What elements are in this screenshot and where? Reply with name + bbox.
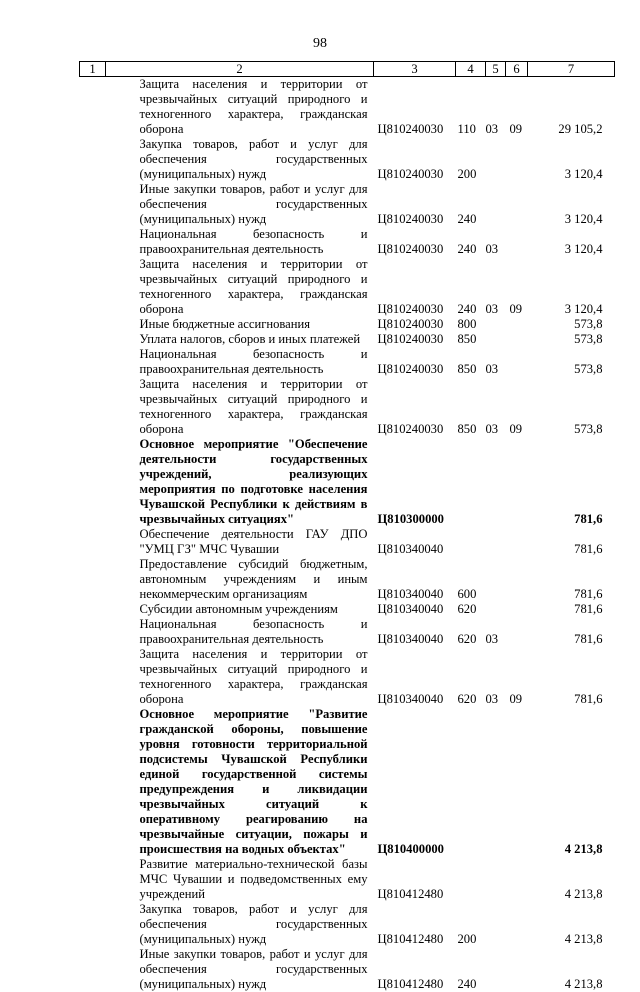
target-code-cell: Ц810240030 [374,257,456,317]
row-number-cell [80,332,106,347]
row-number-cell [80,857,106,902]
table-row [80,137,615,182]
section-cell: 03 [486,647,506,707]
page-number: 98 [0,36,640,52]
expense-type-cell: 850 [456,332,486,347]
item-name-cell: Защита населения и территории от чрезвычайных ситуаций природного и техногенного характера, гражданская оборона [106,77,374,138]
expense-type-cell: 110 [456,77,486,138]
item-name-cell: Закупка товаров, работ и услуг для обеспечения государственных (муниципальных) нужд [106,137,374,182]
subsection-cell [506,947,528,992]
table-row [80,557,615,602]
column-number: 6 [506,62,528,77]
table-row [80,77,615,138]
subsection-cell [506,347,528,377]
item-name-cell: Развитие материально-технической базы МЧС Чувашии и подведомственных ему учреждений [106,857,374,902]
section-cell [486,902,506,947]
expense-type-cell: 600 [456,557,486,602]
section-cell [486,707,506,857]
target-code-cell: Ц810240030 [374,317,456,332]
amount-cell: 4 213,8 [528,857,615,902]
section-cell: 03 [486,227,506,257]
section-cell [486,332,506,347]
target-code-cell: Ц810240030 [374,227,456,257]
budget-table [79,61,615,992]
subsection-cell: 09 [506,377,528,437]
subsection-cell [506,617,528,647]
amount-cell: 781,6 [528,557,615,602]
expense-type-cell: 850 [456,377,486,437]
item-name-cell: Обеспечение деятельности ГАУ ДПО "УМЦ ГЗ" МЧС Чувашии [106,527,374,557]
subsection-cell [506,227,528,257]
subsection-cell [506,902,528,947]
item-name-cell: Иные закупки товаров, работ и услуг для обеспечения государственных (муниципальных) нужд [106,947,374,992]
item-name-cell: Уплата налогов, сборов и иных платежей [106,332,374,347]
section-cell [486,602,506,617]
column-number: 5 [486,62,506,77]
subsection-cell [506,437,528,527]
item-name-cell: Защита населения и территории от чрезвычайных ситуаций природного и техногенного характера, гражданская оборона [106,647,374,707]
row-number-cell [80,437,106,527]
target-code-cell: Ц810412480 [374,902,456,947]
column-number: 7 [528,62,615,77]
item-name-cell: Национальная безопасность и правоохранительная деятельность [106,617,374,647]
row-number-cell [80,902,106,947]
table-row [80,317,615,332]
subsection-cell: 09 [506,257,528,317]
row-number-cell [80,377,106,437]
expense-type-cell: 800 [456,317,486,332]
amount-cell: 781,6 [528,437,615,527]
expense-type-cell: 620 [456,617,486,647]
target-code-cell: Ц810340040 [374,557,456,602]
expense-type-cell: 200 [456,902,486,947]
section-cell: 03 [486,257,506,317]
item-name-cell: Защита населения и территории от чрезвычайных ситуаций природного и техногенного характера, гражданская оборона [106,377,374,437]
amount-cell: 4 213,8 [528,707,615,857]
expense-type-cell: 240 [456,227,486,257]
item-name-cell: Основное мероприятие "Развитие гражданской обороны, повышение уровня готовности территориальной подсистемы Чувашской Республики единой государственной системы предупреждения и ликвидации чрезвычайных ситуаций к оперативному реагированию на чрезвычайные ситуации, пожары и происшествия на водных объектах" [106,707,374,857]
subsection-cell [506,857,528,902]
section-cell [486,437,506,527]
section-cell: 03 [486,377,506,437]
target-code-cell: Ц810340040 [374,527,456,557]
row-number-cell [80,527,106,557]
row-number-cell [80,317,106,332]
target-code-cell: Ц810240030 [374,377,456,437]
row-number-cell [80,137,106,182]
item-name-cell: Защита населения и территории от чрезвычайных ситуаций природного и техногенного характера, гражданская оборона [106,257,374,317]
target-code-cell: Ц810240030 [374,137,456,182]
target-code-cell: Ц810412480 [374,947,456,992]
amount-cell: 4 213,8 [528,947,615,992]
table-row [80,257,615,317]
expense-type-cell [456,437,486,527]
target-code-cell: Ц810412480 [374,857,456,902]
expense-type-cell: 620 [456,602,486,617]
expense-type-cell [456,707,486,857]
section-cell [486,317,506,332]
table-row [80,902,615,947]
amount-cell: 781,6 [528,527,615,557]
item-name-cell: Иные бюджетные ассигнования [106,317,374,332]
item-name-cell: Национальная безопасность и правоохранительная деятельность [106,227,374,257]
column-number: 3 [374,62,456,77]
expense-type-cell: 240 [456,257,486,317]
section-cell: 03 [486,77,506,138]
amount-cell: 3 120,4 [528,227,615,257]
section-cell [486,857,506,902]
amount-cell: 573,8 [528,377,615,437]
row-number-cell [80,182,106,227]
expense-type-cell: 240 [456,182,486,227]
table-row [80,347,615,377]
table-row [80,437,615,527]
target-code-cell: Ц810340040 [374,617,456,647]
amount-cell: 573,8 [528,317,615,332]
expense-type-cell: 850 [456,347,486,377]
item-name-cell: Национальная безопасность и правоохранительная деятельность [106,347,374,377]
row-number-cell [80,617,106,647]
target-code-cell: Ц810240030 [374,347,456,377]
row-number-cell [80,947,106,992]
target-code-cell: Ц810400000 [374,707,456,857]
amount-cell: 3 120,4 [528,257,615,317]
row-number-cell [80,77,106,138]
row-number-cell [80,557,106,602]
amount-cell: 29 105,2 [528,77,615,138]
target-code-cell: Ц810300000 [374,437,456,527]
subsection-cell [506,137,528,182]
subsection-cell [506,182,528,227]
table-row [80,617,615,647]
item-name-cell: Иные закупки товаров, работ и услуг для обеспечения государственных (муниципальных) нужд [106,182,374,227]
row-number-cell [80,707,106,857]
target-code-cell: Ц810340040 [374,647,456,707]
expense-type-cell: 620 [456,647,486,707]
amount-cell: 781,6 [528,617,615,647]
table-header [80,62,615,77]
section-cell [486,947,506,992]
target-code-cell: Ц810240030 [374,182,456,227]
table-row [80,332,615,347]
row-number-cell [80,602,106,617]
table-row [80,377,615,437]
item-name-cell: Субсидии автономным учреждениям [106,602,374,617]
expense-type-cell: 240 [456,947,486,992]
amount-cell: 4 213,8 [528,902,615,947]
subsection-cell: 09 [506,77,528,138]
amount-cell: 3 120,4 [528,137,615,182]
column-number: 4 [456,62,486,77]
subsection-cell [506,332,528,347]
row-number-cell [80,347,106,377]
column-number: 1 [80,62,106,77]
expense-type-cell [456,527,486,557]
expense-type-cell: 200 [456,137,486,182]
item-name-cell: Основное мероприятие "Обеспечение деятельности государственных учреждений, реализующих мероприятия по подготовке населения Чувашской Республики к действиям в чрезвычайных ситуациях" [106,437,374,527]
budget-table-container [79,61,614,992]
item-name-cell: Предоставление субсидий бюджетным, автономным учреждениям и иным некоммерческим организациям [106,557,374,602]
target-code-cell: Ц810240030 [374,77,456,138]
table-row [80,227,615,257]
amount-cell: 781,6 [528,602,615,617]
section-cell [486,557,506,602]
section-cell [486,527,506,557]
subsection-cell: 09 [506,647,528,707]
table-row [80,647,615,707]
section-cell: 03 [486,347,506,377]
target-code-cell: Ц810340040 [374,602,456,617]
expense-type-cell [456,857,486,902]
amount-cell: 3 120,4 [528,182,615,227]
item-name-cell: Закупка товаров, работ и услуг для обеспечения государственных (муниципальных) нужд [106,902,374,947]
section-cell [486,182,506,227]
target-code-cell: Ц810240030 [374,332,456,347]
row-number-cell [80,227,106,257]
amount-cell: 781,6 [528,647,615,707]
subsection-cell [506,557,528,602]
row-number-cell [80,257,106,317]
subsection-cell [506,317,528,332]
subsection-cell [506,602,528,617]
table-row [80,707,615,857]
column-number-row [80,62,615,77]
table-body [80,77,615,992]
amount-cell: 573,8 [528,347,615,377]
table-row [80,857,615,902]
column-number: 2 [106,62,374,77]
section-cell [486,137,506,182]
amount-cell: 573,8 [528,332,615,347]
table-row [80,527,615,557]
subsection-cell [506,707,528,857]
table-row [80,602,615,617]
subsection-cell [506,527,528,557]
table-row [80,182,615,227]
table-row [80,947,615,992]
section-cell: 03 [486,617,506,647]
row-number-cell [80,647,106,707]
